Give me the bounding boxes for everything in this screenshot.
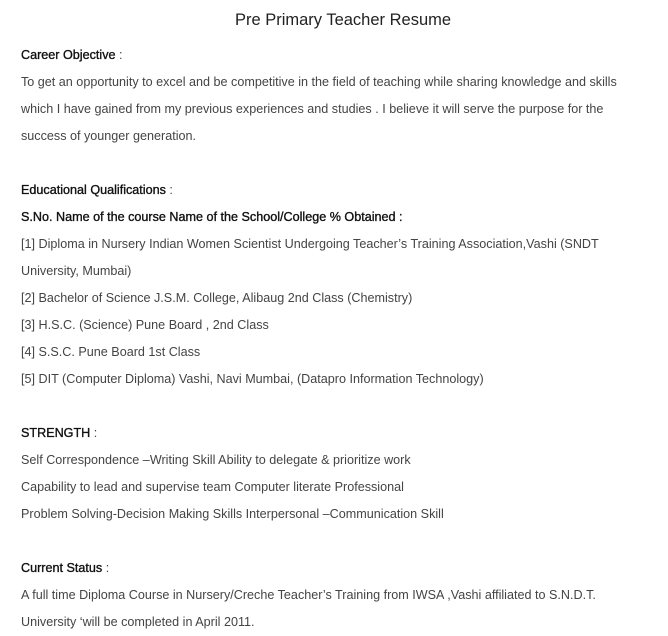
career-objective-line: To get an opportunity to excel and be competitive in the field of teaching while sharing knowledge and skills — [21, 75, 617, 89]
strength-item: Capability to lead and supervise team Computer literate Professional — [21, 480, 404, 494]
education-item: [2] Bachelor of Science J.S.M. College, Alibaug 2nd Class (Chemistry) — [21, 291, 413, 305]
section-spacer — [21, 150, 666, 177]
education-item: [5] DIT (Computer Diploma) Vashi, Navi Mumbai, (Datapro Information Technology) — [21, 372, 484, 386]
strength-heading: STRENGTH — [21, 426, 91, 440]
education-item: [1] Diploma in Nursery Indian Women Scientist Undergoing Teacher’s Training Association,Vashi (SNDT — [21, 237, 599, 251]
education-heading-line — [21, 177, 666, 204]
career-objective-heading-line — [21, 42, 666, 69]
current-status-line: University ‘will be completed in April 2011. — [21, 615, 255, 629]
education-column-header: S.No. Name of the course Name of the School/College % Obtained : — [21, 210, 403, 224]
education-item: [4] S.S.C. Pune Board 1st Class — [21, 345, 201, 359]
career-objective-suffix: : — [115, 48, 123, 62]
page-title: Pre Primary Teacher Resume — [234, 11, 452, 29]
strength-heading-line — [21, 420, 666, 447]
career-objective-heading: Career Objective — [21, 48, 116, 62]
current-status-suffix: : — [102, 561, 110, 575]
strength-item: Problem Solving-Decision Making Skills Interpersonal –Communication Skill — [21, 507, 444, 521]
career-objective-line: which I have gained from my previous experiences and studies . I believe it will serve the purpose for the — [21, 102, 604, 116]
career-objective-line: success of younger generation. — [21, 129, 197, 143]
current-status-heading: Current Status — [21, 561, 103, 575]
education-heading: Educational Qualifications — [21, 183, 166, 197]
strength-suffix: : — [90, 426, 98, 440]
education-item: University, Mumbai) — [21, 264, 132, 278]
current-status-line: A full time Diploma Course in Nursery/Creche Teacher’s Training from IWSA ,Vashi affiliated to S.N.D.T. — [21, 588, 596, 602]
current-status-heading-line — [21, 555, 666, 582]
section-spacer — [21, 528, 666, 555]
education-item: [3] H.S.C. (Science) Pune Board , 2nd Class — [21, 318, 269, 332]
strength-item: Self Correspondence –Writing Skill Ability to delegate & prioritize work — [21, 453, 411, 467]
resume-content — [21, 42, 666, 636]
section-spacer — [21, 393, 666, 420]
education-suffix: : — [165, 183, 173, 197]
